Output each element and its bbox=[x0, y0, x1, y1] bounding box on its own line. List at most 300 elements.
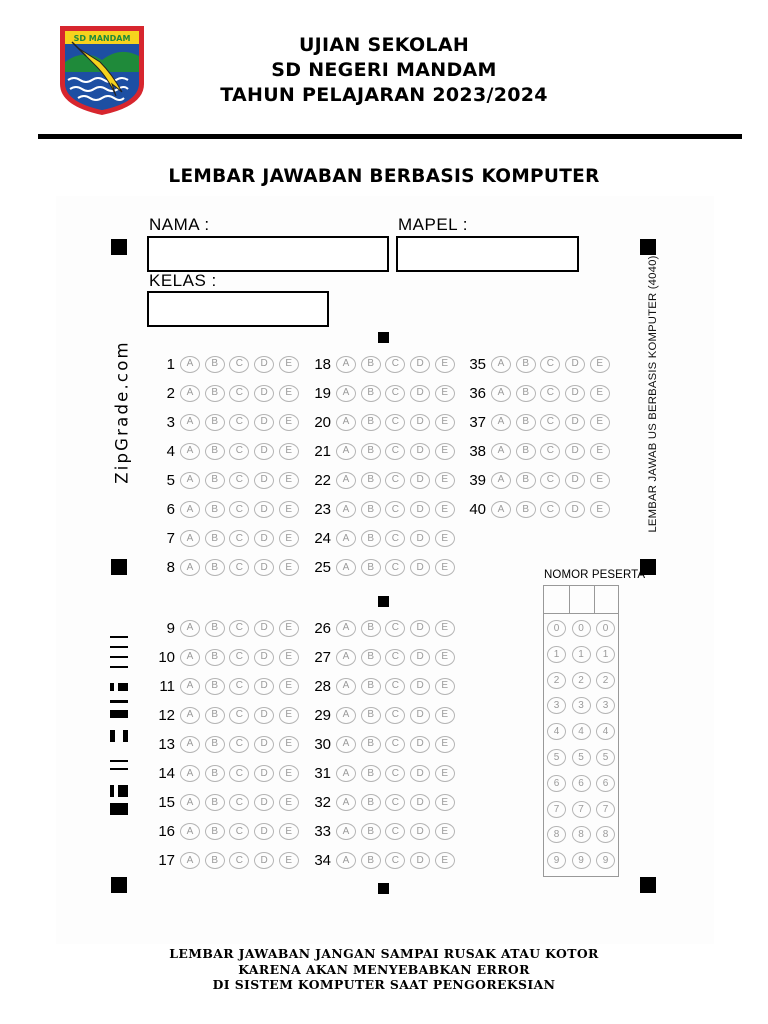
answer-bubble[interactable]: D bbox=[565, 472, 585, 489]
answer-bubble[interactable]: E bbox=[279, 356, 299, 373]
answer-bubble[interactable]: C bbox=[229, 736, 249, 753]
answer-bubble[interactable]: D bbox=[254, 530, 274, 547]
answer-bubble[interactable]: D bbox=[254, 794, 274, 811]
kelas-field[interactable] bbox=[147, 291, 329, 327]
answer-bubble[interactable]: A bbox=[180, 707, 200, 724]
answer-bubble[interactable]: B bbox=[361, 852, 381, 869]
answer-bubble[interactable]: C bbox=[229, 620, 249, 637]
nomor-peserta-bubble[interactable]: 4 bbox=[596, 723, 615, 740]
answer-bubble[interactable]: C bbox=[229, 443, 249, 460]
answer-bubble[interactable]: D bbox=[565, 356, 585, 373]
answer-bubble[interactable]: E bbox=[279, 501, 299, 518]
answer-bubble[interactable]: B bbox=[205, 707, 225, 724]
nomor-peserta-bubble[interactable]: 0 bbox=[596, 620, 615, 637]
answer-row bbox=[306, 354, 459, 374]
nomor-peserta-bubble[interactable]: 6 bbox=[596, 775, 615, 792]
answer-bubble[interactable]: C bbox=[540, 385, 560, 402]
answer-bubble[interactable]: B bbox=[361, 385, 381, 402]
answer-row bbox=[150, 354, 303, 374]
answer-bubble[interactable]: A bbox=[491, 385, 511, 402]
answer-bubble[interactable]: E bbox=[435, 823, 455, 840]
answer-bubble[interactable]: C bbox=[229, 501, 249, 518]
answer-bubble[interactable]: A bbox=[491, 356, 511, 373]
answer-bubble[interactable]: E bbox=[435, 707, 455, 724]
question-number: 32 bbox=[314, 794, 331, 812]
answer-bubble[interactable]: D bbox=[254, 823, 274, 840]
nomor-peserta-bubble[interactable]: 8 bbox=[572, 826, 591, 843]
answer-bubble[interactable]: D bbox=[410, 414, 430, 431]
question-number: 2 bbox=[166, 384, 175, 402]
answer-bubble[interactable]: D bbox=[254, 852, 274, 869]
timing-bar bbox=[110, 730, 115, 742]
nomor-peserta-label: NOMOR PESERTA bbox=[544, 569, 646, 581]
answer-bubble[interactable]: D bbox=[410, 501, 430, 518]
svg-text:SD MANDAM: SD MANDAM bbox=[73, 34, 131, 43]
answer-bubble[interactable]: A bbox=[180, 620, 200, 637]
answer-bubble[interactable]: A bbox=[180, 530, 200, 547]
answer-bubble[interactable]: B bbox=[205, 385, 225, 402]
answer-row bbox=[306, 500, 459, 520]
answer-bubble[interactable]: B bbox=[361, 356, 381, 373]
nomor-peserta-bubble[interactable]: 2 bbox=[547, 672, 566, 689]
answer-row bbox=[306, 618, 459, 638]
answer-bubble[interactable]: B bbox=[361, 620, 381, 637]
answer-bubble[interactable]: C bbox=[385, 620, 405, 637]
footer-warning-1: LEMBAR JAWABAN JANGAN SAMPAI RUSAK ATAU KOTOR bbox=[169, 946, 599, 961]
answer-row bbox=[306, 647, 459, 667]
nomor-peserta-bubble[interactable]: 4 bbox=[572, 723, 591, 740]
answer-bubble[interactable]: B bbox=[516, 385, 536, 402]
question-number: 19 bbox=[314, 384, 331, 402]
question-number: 17 bbox=[158, 852, 175, 870]
answer-bubble[interactable]: B bbox=[205, 414, 225, 431]
answer-bubble[interactable]: E bbox=[435, 649, 455, 666]
answer-bubble[interactable]: B bbox=[361, 530, 381, 547]
answer-bubble[interactable]: E bbox=[435, 852, 455, 869]
answer-bubble[interactable]: A bbox=[336, 794, 356, 811]
answer-bubble[interactable]: B bbox=[516, 472, 536, 489]
answer-bubble[interactable]: B bbox=[205, 765, 225, 782]
answer-bubble[interactable]: A bbox=[180, 356, 200, 373]
answer-bubble[interactable]: A bbox=[180, 823, 200, 840]
answer-bubble[interactable]: D bbox=[254, 736, 274, 753]
answer-bubble[interactable]: B bbox=[361, 649, 381, 666]
answer-row bbox=[150, 734, 303, 754]
nomor-peserta-bubble[interactable]: 8 bbox=[596, 826, 615, 843]
question-number: 24 bbox=[314, 530, 331, 548]
question-number: 18 bbox=[314, 355, 331, 373]
question-number: 34 bbox=[314, 852, 331, 870]
nomor-peserta-bubble[interactable]: 7 bbox=[547, 801, 566, 818]
question-number: 38 bbox=[469, 442, 486, 460]
sheet-title: LEMBAR JAWABAN BERBASIS KOMPUTER bbox=[168, 166, 600, 187]
center-marker bbox=[378, 596, 389, 607]
answer-row bbox=[306, 705, 459, 725]
answer-row bbox=[150, 705, 303, 725]
answer-bubble[interactable]: D bbox=[254, 678, 274, 695]
answer-bubble[interactable]: E bbox=[435, 472, 455, 489]
answer-row bbox=[461, 412, 614, 432]
answer-bubble[interactable]: A bbox=[336, 472, 356, 489]
answer-bubble[interactable]: A bbox=[180, 501, 200, 518]
answer-bubble[interactable]: D bbox=[565, 385, 585, 402]
footer-warning-2: KARENA AKAN MENYEBABKAN ERROR bbox=[238, 962, 530, 977]
answer-bubble[interactable]: A bbox=[491, 414, 511, 431]
answer-bubble[interactable]: C bbox=[229, 794, 249, 811]
answer-row bbox=[150, 441, 303, 461]
answer-row bbox=[306, 441, 459, 461]
nomor-peserta-bubble[interactable]: 6 bbox=[547, 775, 566, 792]
nomor-peserta-bubble[interactable]: 1 bbox=[596, 646, 615, 663]
answer-bubble[interactable]: B bbox=[516, 414, 536, 431]
nomor-peserta-bubble[interactable]: 8 bbox=[547, 826, 566, 843]
answer-bubble[interactable]: E bbox=[590, 472, 610, 489]
answer-bubble[interactable]: E bbox=[435, 559, 455, 576]
answer-bubble[interactable]: D bbox=[254, 649, 274, 666]
answer-bubble[interactable]: A bbox=[336, 678, 356, 695]
nomor-peserta-bubble[interactable]: 5 bbox=[596, 749, 615, 766]
nomor-peserta-bubble[interactable]: 3 bbox=[596, 697, 615, 714]
answer-bubble[interactable]: E bbox=[279, 443, 299, 460]
answer-bubble[interactable]: D bbox=[410, 852, 430, 869]
timing-bar bbox=[110, 700, 128, 703]
answer-bubble[interactable]: D bbox=[410, 620, 430, 637]
answer-bubble[interactable]: A bbox=[180, 852, 200, 869]
answer-bubble[interactable]: A bbox=[336, 736, 356, 753]
answer-bubble[interactable]: B bbox=[205, 620, 225, 637]
answer-bubble[interactable]: E bbox=[435, 414, 455, 431]
question-number: 20 bbox=[314, 413, 331, 431]
answer-bubble[interactable]: C bbox=[229, 472, 249, 489]
answer-bubble[interactable]: B bbox=[516, 356, 536, 373]
answer-bubble[interactable]: E bbox=[435, 736, 455, 753]
answer-bubble[interactable]: D bbox=[254, 385, 274, 402]
answer-bubble[interactable]: E bbox=[435, 356, 455, 373]
answer-bubble[interactable]: C bbox=[229, 707, 249, 724]
answer-bubble[interactable]: D bbox=[254, 356, 274, 373]
answer-bubble[interactable]: D bbox=[410, 823, 430, 840]
answer-bubble[interactable]: E bbox=[435, 794, 455, 811]
question-number: 8 bbox=[166, 559, 175, 577]
nama-field[interactable] bbox=[147, 236, 389, 272]
answer-bubble[interactable]: D bbox=[254, 559, 274, 576]
answer-bubble[interactable]: E bbox=[590, 443, 610, 460]
nomor-peserta-bubble[interactable]: 0 bbox=[572, 620, 591, 637]
timing-bar bbox=[110, 760, 128, 762]
answer-bubble[interactable]: B bbox=[361, 823, 381, 840]
answer-bubble[interactable]: D bbox=[254, 501, 274, 518]
question-number: 10 bbox=[158, 648, 175, 666]
answer-bubble[interactable]: C bbox=[385, 356, 405, 373]
answer-bubble[interactable]: A bbox=[336, 443, 356, 460]
answer-bubble[interactable]: C bbox=[540, 501, 560, 518]
answer-bubble[interactable]: E bbox=[279, 414, 299, 431]
answer-bubble[interactable]: B bbox=[205, 472, 225, 489]
question-number: 6 bbox=[166, 501, 175, 518]
answer-bubble[interactable]: E bbox=[435, 443, 455, 460]
answer-bubble[interactable]: B bbox=[361, 794, 381, 811]
answer-bubble[interactable]: C bbox=[540, 356, 560, 373]
nomor-peserta-bubble[interactable]: 9 bbox=[596, 852, 615, 869]
answer-bubble[interactable]: B bbox=[205, 530, 225, 547]
answer-bubble[interactable]: A bbox=[180, 472, 200, 489]
answer-bubble[interactable]: B bbox=[205, 678, 225, 695]
answer-bubble[interactable]: D bbox=[410, 385, 430, 402]
answer-bubble[interactable]: C bbox=[229, 649, 249, 666]
school-name: SD NEGERI MANDAM bbox=[271, 59, 497, 81]
answer-bubble[interactable]: D bbox=[254, 443, 274, 460]
answer-bubble[interactable]: D bbox=[410, 443, 430, 460]
answer-bubble[interactable]: C bbox=[540, 472, 560, 489]
answer-bubble[interactable]: C bbox=[385, 414, 405, 431]
mapel-field[interactable] bbox=[396, 236, 579, 272]
answer-bubble[interactable]: D bbox=[254, 620, 274, 637]
answer-bubble[interactable]: D bbox=[254, 707, 274, 724]
answer-bubble[interactable]: A bbox=[336, 559, 356, 576]
answer-bubble[interactable]: B bbox=[361, 559, 381, 576]
nomor-peserta-grid bbox=[543, 613, 619, 877]
nomor-peserta-bubble[interactable]: 7 bbox=[596, 801, 615, 818]
answer-bubble[interactable]: C bbox=[385, 794, 405, 811]
answer-bubble[interactable]: C bbox=[229, 414, 249, 431]
answer-bubble[interactable]: A bbox=[336, 414, 356, 431]
exam-title: UJIAN SEKOLAH bbox=[298, 34, 470, 56]
timing-bar bbox=[118, 785, 128, 797]
answer-bubble[interactable]: E bbox=[279, 794, 299, 811]
answer-bubble[interactable]: C bbox=[385, 443, 405, 460]
nama-label: NAMA : bbox=[149, 215, 210, 234]
nomor-peserta-bubble[interactable]: 9 bbox=[572, 852, 591, 869]
nomor-peserta-bubble[interactable]: 2 bbox=[596, 672, 615, 689]
nomor-peserta-bubble[interactable]: 0 bbox=[547, 620, 566, 637]
answer-bubble[interactable]: D bbox=[254, 765, 274, 782]
answer-bubble[interactable]: A bbox=[336, 765, 356, 782]
answer-bubble[interactable]: B bbox=[205, 559, 225, 576]
answer-bubble[interactable]: A bbox=[336, 620, 356, 637]
answer-bubble[interactable]: B bbox=[205, 736, 225, 753]
answer-bubble[interactable]: E bbox=[435, 678, 455, 695]
answer-bubble[interactable]: B bbox=[361, 472, 381, 489]
answer-bubble[interactable]: C bbox=[385, 852, 405, 869]
answer-bubble[interactable]: E bbox=[279, 385, 299, 402]
school-logo bbox=[56, 22, 148, 118]
question-number: 37 bbox=[469, 413, 486, 431]
answer-bubble[interactable]: D bbox=[410, 736, 430, 753]
corner-marker bbox=[640, 877, 656, 893]
question-number: 16 bbox=[158, 823, 175, 841]
answer-bubble[interactable]: C bbox=[229, 852, 249, 869]
nomor-peserta-bubble[interactable]: 1 bbox=[547, 646, 566, 663]
answer-bubble[interactable]: C bbox=[385, 530, 405, 547]
answer-bubble[interactable]: B bbox=[205, 443, 225, 460]
answer-bubble[interactable]: A bbox=[491, 501, 511, 518]
answer-bubble[interactable]: A bbox=[336, 356, 356, 373]
answer-row bbox=[150, 764, 303, 784]
answer-bubble[interactable]: C bbox=[385, 501, 405, 518]
nomor-peserta-bubble[interactable]: 4 bbox=[547, 723, 566, 740]
question-number: 21 bbox=[314, 442, 331, 460]
answer-bubble[interactable]: B bbox=[205, 356, 225, 373]
center-marker bbox=[378, 883, 389, 894]
answer-bubble[interactable]: E bbox=[279, 823, 299, 840]
timing-bar bbox=[110, 785, 114, 797]
answer-bubble[interactable]: B bbox=[361, 765, 381, 782]
answer-bubble[interactable]: C bbox=[540, 443, 560, 460]
academic-year: TAHUN PELAJARAN 2023/2024 bbox=[220, 84, 548, 106]
answer-bubble[interactable]: D bbox=[565, 443, 585, 460]
answer-bubble[interactable]: A bbox=[180, 736, 200, 753]
answer-bubble[interactable]: B bbox=[361, 501, 381, 518]
question-number: 12 bbox=[158, 706, 175, 724]
question-number: 29 bbox=[314, 706, 331, 724]
question-number: 28 bbox=[314, 677, 331, 695]
nomor-peserta-bubble[interactable]: 3 bbox=[572, 697, 591, 714]
answer-bubble[interactable]: E bbox=[279, 765, 299, 782]
question-number: 39 bbox=[469, 471, 486, 489]
nomor-peserta-bubble[interactable]: 9 bbox=[547, 852, 566, 869]
answer-bubble[interactable]: A bbox=[491, 472, 511, 489]
answer-bubble[interactable]: A bbox=[180, 678, 200, 695]
answer-bubble[interactable]: B bbox=[205, 852, 225, 869]
answer-bubble[interactable]: E bbox=[435, 385, 455, 402]
answer-bubble[interactable]: D bbox=[410, 559, 430, 576]
answer-bubble[interactable]: E bbox=[279, 559, 299, 576]
answer-bubble[interactable]: A bbox=[180, 765, 200, 782]
answer-bubble[interactable]: C bbox=[385, 649, 405, 666]
answer-bubble[interactable]: C bbox=[229, 678, 249, 695]
answer-bubble[interactable]: D bbox=[410, 794, 430, 811]
answer-bubble[interactable]: B bbox=[361, 707, 381, 724]
answer-bubble[interactable]: C bbox=[385, 385, 405, 402]
answer-bubble[interactable]: D bbox=[410, 530, 430, 547]
answer-row bbox=[150, 822, 303, 842]
answer-bubble[interactable]: D bbox=[410, 356, 430, 373]
nomor-peserta-bubble[interactable]: 2 bbox=[572, 672, 591, 689]
answer-bubble[interactable]: D bbox=[410, 765, 430, 782]
question-number: 22 bbox=[314, 471, 331, 489]
answer-bubble[interactable]: E bbox=[279, 649, 299, 666]
answer-bubble[interactable]: D bbox=[254, 472, 274, 489]
answer-bubble[interactable]: A bbox=[180, 649, 200, 666]
answer-bubble[interactable]: D bbox=[565, 414, 585, 431]
answer-bubble[interactable]: B bbox=[361, 678, 381, 695]
answer-bubble[interactable]: B bbox=[361, 736, 381, 753]
answer-bubble[interactable]: B bbox=[516, 443, 536, 460]
answer-row bbox=[150, 647, 303, 667]
answer-bubble[interactable]: A bbox=[180, 443, 200, 460]
answer-row bbox=[150, 412, 303, 432]
nomor-peserta-bubble[interactable]: 5 bbox=[547, 749, 566, 766]
answer-bubble[interactable]: E bbox=[279, 678, 299, 695]
answer-bubble[interactable]: A bbox=[336, 530, 356, 547]
answer-bubble[interactable]: C bbox=[229, 559, 249, 576]
nomor-peserta-bubble[interactable]: 3 bbox=[547, 697, 566, 714]
mapel-label: MAPEL : bbox=[398, 215, 468, 234]
answer-bubble[interactable]: C bbox=[229, 823, 249, 840]
answer-bubble[interactable]: A bbox=[491, 443, 511, 460]
nomor-peserta-bubble[interactable]: 5 bbox=[572, 749, 591, 766]
answer-bubble[interactable]: C bbox=[229, 530, 249, 547]
question-number: 25 bbox=[314, 559, 331, 577]
answer-bubble[interactable]: B bbox=[205, 823, 225, 840]
answer-bubble[interactable]: E bbox=[279, 620, 299, 637]
answer-bubble[interactable]: E bbox=[590, 356, 610, 373]
answer-bubble[interactable]: B bbox=[516, 501, 536, 518]
question-number: 36 bbox=[469, 384, 486, 402]
answer-bubble[interactable]: E bbox=[435, 530, 455, 547]
answer-bubble[interactable]: A bbox=[336, 385, 356, 402]
answer-bubble[interactable]: C bbox=[229, 356, 249, 373]
answer-bubble[interactable]: C bbox=[385, 707, 405, 724]
answer-bubble[interactable]: D bbox=[254, 414, 274, 431]
answer-bubble[interactable]: C bbox=[385, 472, 405, 489]
answer-bubble[interactable]: C bbox=[229, 765, 249, 782]
answer-bubble[interactable]: D bbox=[410, 678, 430, 695]
answer-bubble[interactable]: E bbox=[590, 385, 610, 402]
answer-bubble[interactable]: A bbox=[180, 385, 200, 402]
answer-row bbox=[306, 793, 459, 813]
answer-row bbox=[461, 441, 614, 461]
answer-bubble[interactable]: E bbox=[279, 736, 299, 753]
corner-marker bbox=[640, 239, 656, 255]
answer-bubble[interactable]: B bbox=[205, 649, 225, 666]
answer-bubble[interactable]: C bbox=[385, 765, 405, 782]
answer-bubble[interactable]: E bbox=[435, 765, 455, 782]
answer-bubble[interactable]: E bbox=[590, 501, 610, 518]
answer-bubble[interactable]: D bbox=[410, 707, 430, 724]
answer-bubble[interactable]: C bbox=[385, 559, 405, 576]
answer-bubble[interactable]: B bbox=[205, 501, 225, 518]
answer-bubble[interactable]: E bbox=[279, 472, 299, 489]
answer-bubble[interactable]: E bbox=[279, 852, 299, 869]
answer-row bbox=[150, 618, 303, 638]
answer-bubble[interactable]: C bbox=[229, 385, 249, 402]
question-number: 35 bbox=[469, 355, 486, 373]
answer-bubble[interactable]: C bbox=[385, 736, 405, 753]
answer-bubble[interactable]: E bbox=[435, 620, 455, 637]
answer-bubble[interactable]: B bbox=[205, 794, 225, 811]
answer-bubble[interactable]: E bbox=[279, 707, 299, 724]
answer-bubble[interactable]: A bbox=[180, 559, 200, 576]
answer-bubble[interactable]: B bbox=[361, 443, 381, 460]
nomor-peserta-bubble[interactable]: 1 bbox=[572, 646, 591, 663]
answer-bubble[interactable]: E bbox=[435, 501, 455, 518]
nomor-peserta-entry[interactable] bbox=[543, 585, 619, 613]
timing-bar bbox=[110, 768, 128, 770]
answer-bubble[interactable]: B bbox=[361, 414, 381, 431]
answer-bubble[interactable]: C bbox=[385, 678, 405, 695]
answer-bubble[interactable]: A bbox=[336, 501, 356, 518]
answer-bubble[interactable]: A bbox=[336, 649, 356, 666]
answer-bubble[interactable]: C bbox=[385, 823, 405, 840]
corner-marker bbox=[111, 877, 127, 893]
answer-bubble[interactable]: D bbox=[565, 501, 585, 518]
question-number: 1 bbox=[166, 355, 175, 373]
answer-bubble[interactable]: D bbox=[410, 472, 430, 489]
nomor-peserta-bubble[interactable]: 6 bbox=[572, 775, 591, 792]
corner-marker bbox=[111, 559, 127, 575]
answer-bubble[interactable]: A bbox=[336, 823, 356, 840]
answer-bubble[interactable]: A bbox=[336, 707, 356, 724]
answer-bubble[interactable]: C bbox=[540, 414, 560, 431]
answer-bubble[interactable]: A bbox=[336, 852, 356, 869]
nomor-peserta-bubble[interactable]: 7 bbox=[572, 801, 591, 818]
answer-bubble[interactable]: A bbox=[180, 414, 200, 431]
answer-bubble[interactable]: A bbox=[180, 794, 200, 811]
answer-bubble[interactable]: E bbox=[279, 530, 299, 547]
answer-bubble[interactable]: E bbox=[590, 414, 610, 431]
answer-bubble[interactable]: D bbox=[410, 649, 430, 666]
